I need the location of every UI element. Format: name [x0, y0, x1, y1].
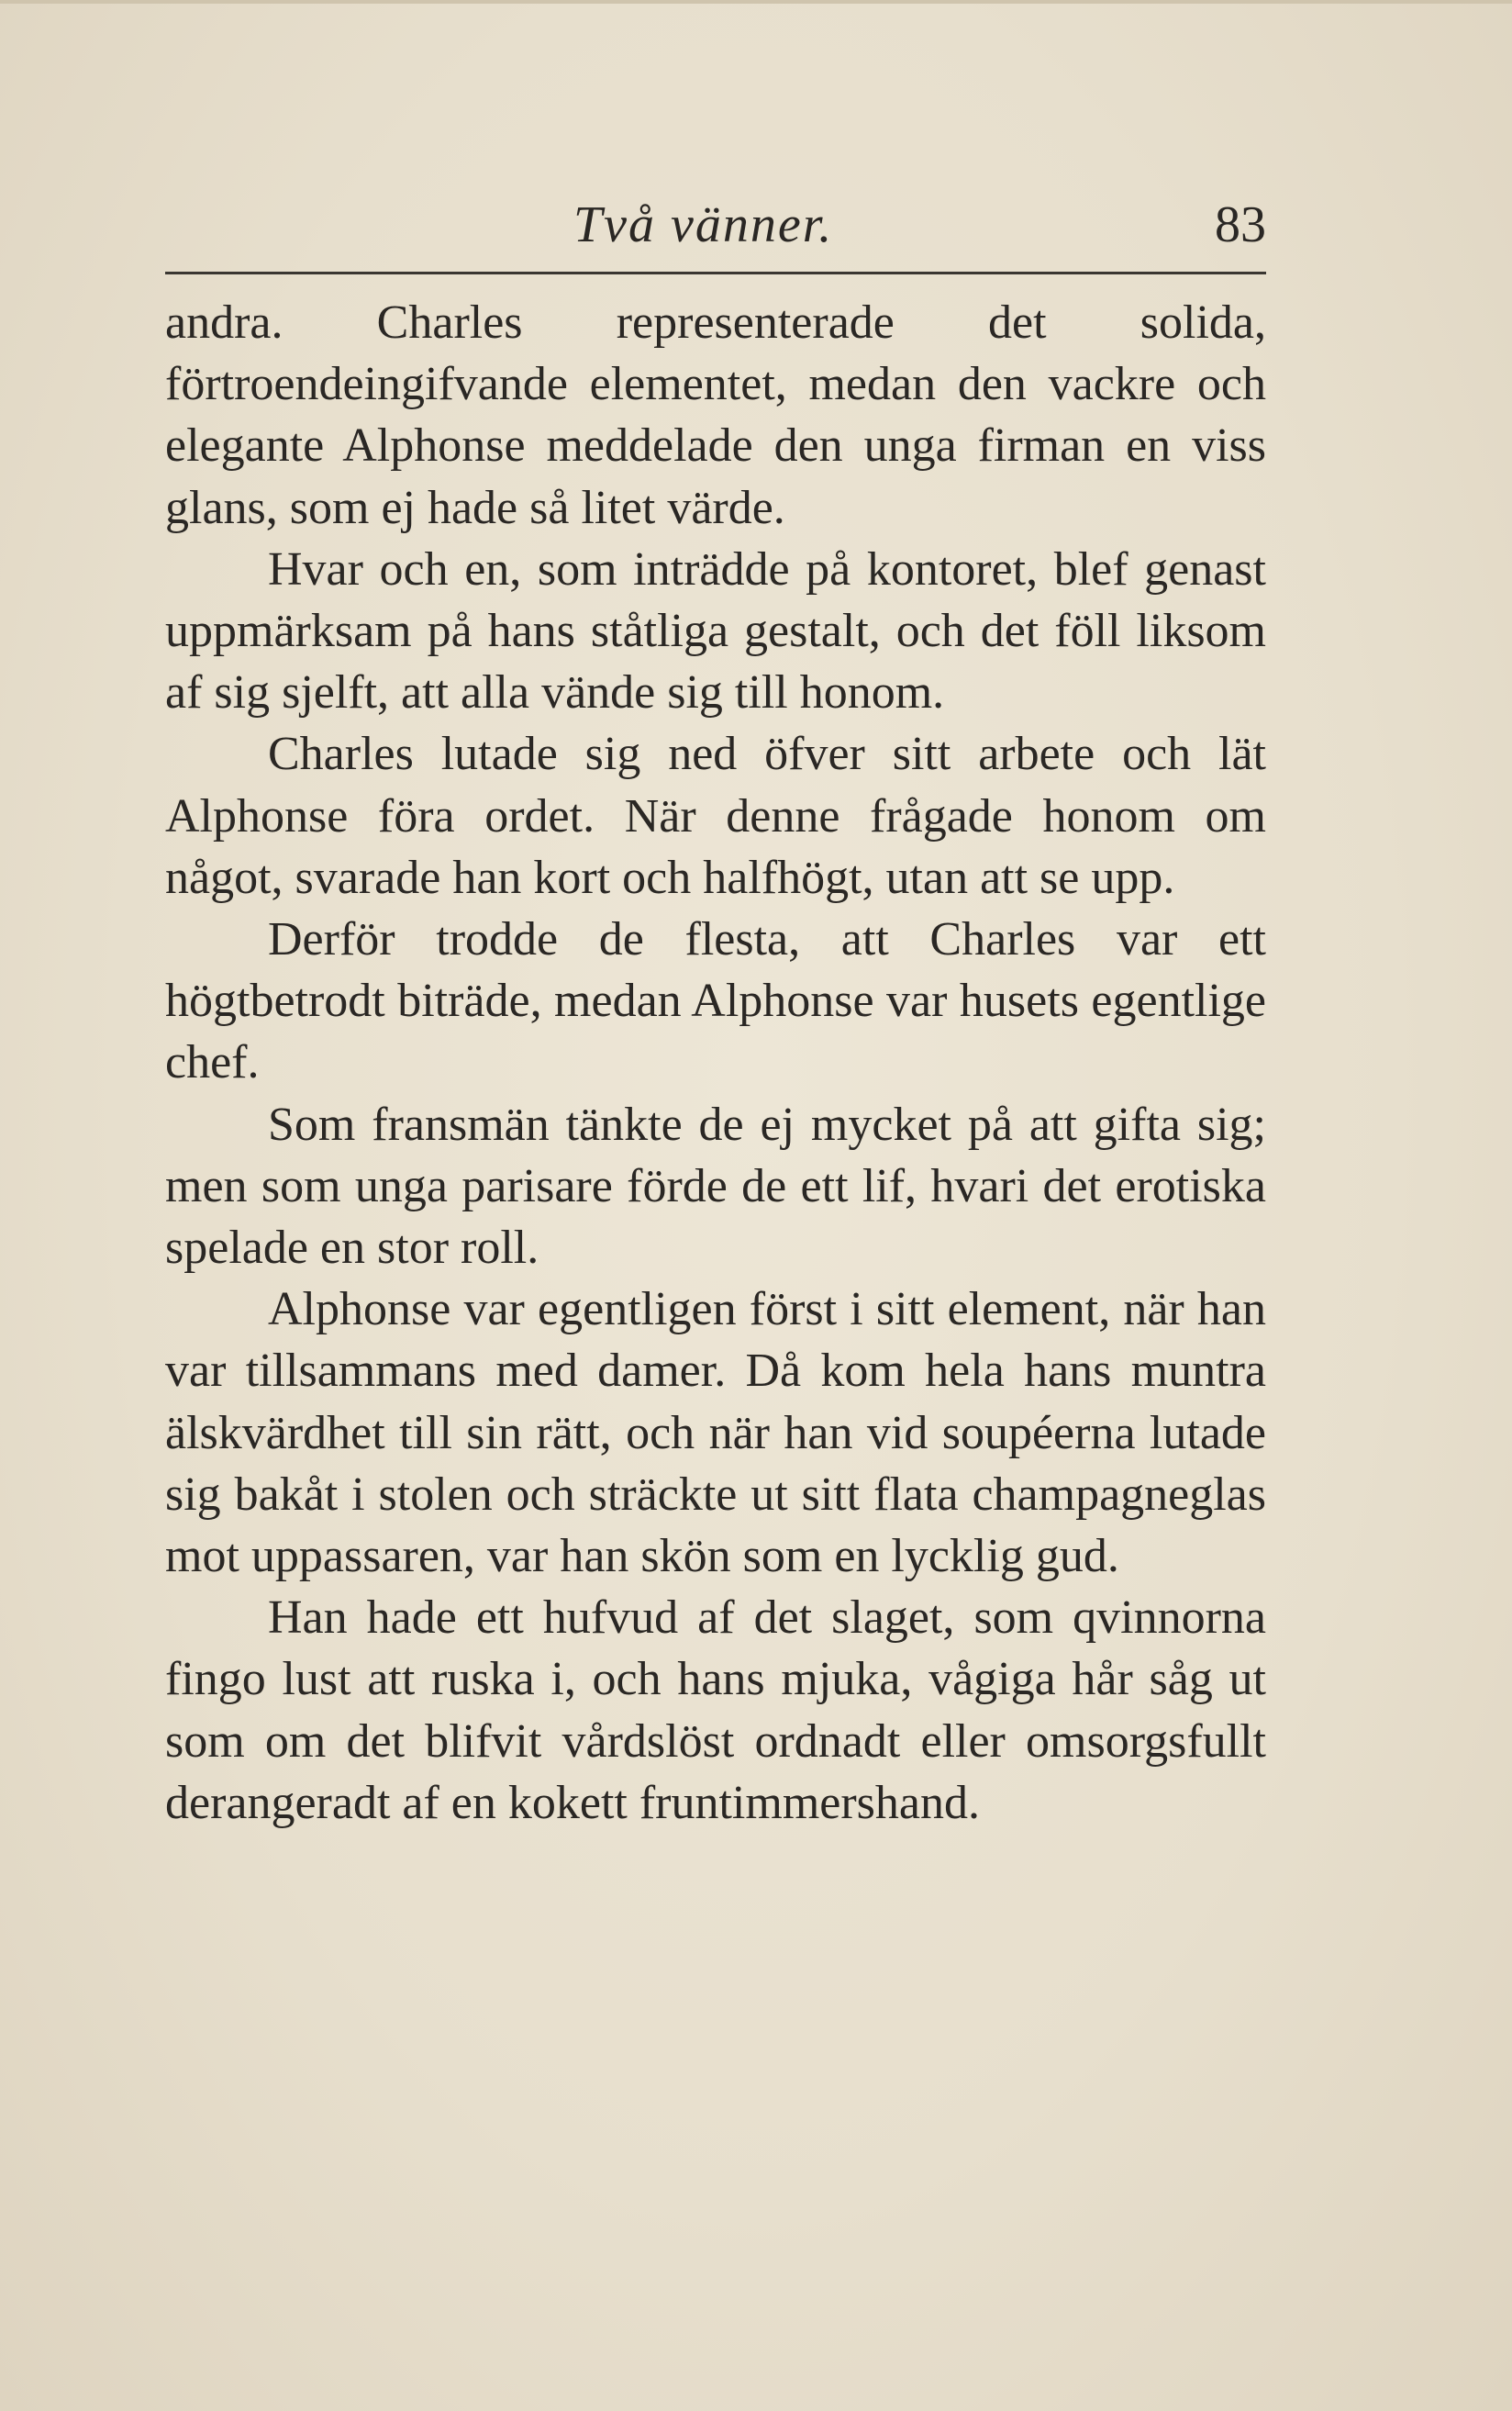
header-rule	[165, 272, 1266, 274]
paragraph-7: Han hade ett hufvud af det slaget, som qvinnorna fingo lust att ruska i, och hans mjuka, vågiga hår såg ut som om det blifvit vårdslöst ordnadt eller omsorgsfullt derangeradt af en kokett fruntimmershand.	[165, 1591, 1266, 1829]
paragraph-1: andra. Charles representerade det solida, förtroendeingifvande elementet, medan den vackre och elegante Alphonse meddelade den unga firman en viss glans, som ej hade så litet värde.	[165, 296, 1266, 534]
running-title: Två vänner.	[573, 196, 834, 253]
paragraph-5: Som fransmän tänkte de ej mycket på att gifta sig; men som unga parisare förde de ett lif, hvari det erotiska spelade en stor roll.	[165, 1098, 1266, 1275]
paragraph-3: Charles lutade sig ned öfver sitt arbete och lät Alphonse föra ordet. När denne frågade honom om något, svarade han kort och halfhögt, utan att se upp.	[165, 728, 1266, 904]
paragraph-4: Derför trodde de flesta, att Charles var ett högtbetrodt biträde, medan Alphonse var husets egentlige chef.	[165, 913, 1266, 1089]
paragraph-6: Alphonse var egentligen först i sitt element, när han var tillsammans med damer. Då kom hela hans muntra älskvärdhet till sin rätt, och när han vid soupéerna lutade sig bakåt i stolen och sträckte ut sitt flata champagneglas mot uppassaren, var han skön som en lycklig gud.	[165, 1283, 1266, 1583]
page-top-edge	[0, 0, 1512, 4]
paragraph-2: Hvar och en, som inträdde på kontoret, blef genast uppmärksam på hans ståtliga gestalt, och det föll liksom af sig sjelft, att alla vände sig till honom.	[165, 542, 1266, 720]
body-text	[165, 292, 1266, 1834]
page-header	[165, 193, 1266, 266]
page-number: 83	[1215, 196, 1266, 253]
